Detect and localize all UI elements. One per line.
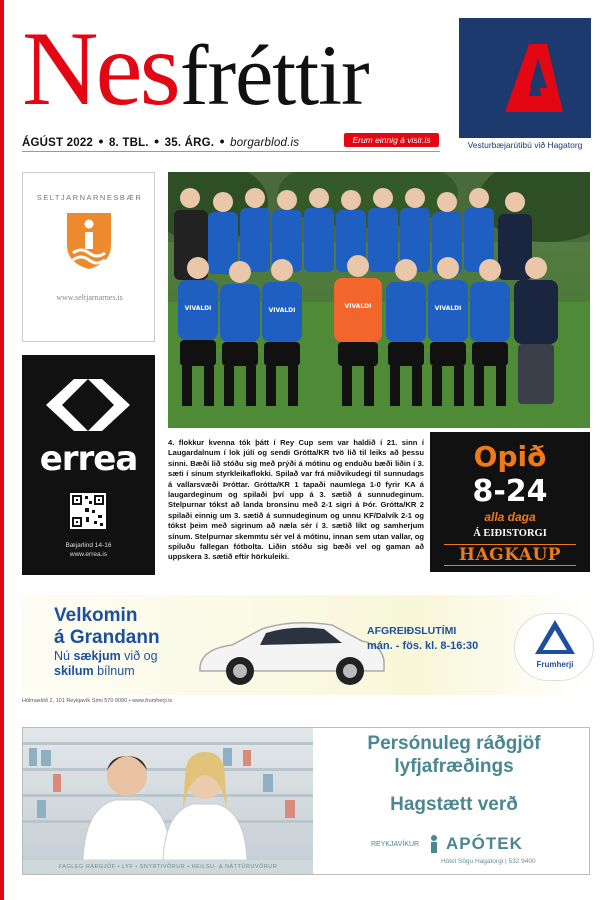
masthead-divider: [22, 151, 440, 152]
errea-brand: errea: [39, 439, 138, 479]
frumherji-subline: [54, 649, 158, 679]
hagkaup-daily: alla daga: [484, 510, 536, 524]
hagkaup-open: Opið: [473, 440, 547, 473]
frumherji-sub-post1: við og: [120, 649, 158, 663]
hagkaup-hours: 8-24: [472, 474, 548, 509]
hagkaup-brand: HAGKAUP: [444, 544, 576, 566]
edge-stripe: [0, 0, 4, 900]
errea-ad[interactable]: [22, 355, 155, 575]
errea-address-line2[interactable]: www.errea.is: [69, 551, 108, 558]
apotek-figure-icon: [426, 834, 442, 854]
bank-logo-icon: [459, 18, 591, 138]
shield-icon: [65, 211, 113, 271]
frumherji-hours-title: AFGREIÐSLUTÍMI: [367, 625, 457, 637]
bank-caption: Vesturbæjarútibú við Hagatorg: [467, 140, 583, 150]
frumherji-brand: Frumherji: [536, 660, 574, 669]
hagkaup-location: Á EIÐISTORGI: [473, 528, 547, 539]
apotek-address: Hótel Sögu Hagatorgi | 532 9400: [441, 858, 536, 865]
apotek-headline: [323, 732, 585, 778]
bank-ad[interactable]: [459, 18, 591, 138]
apotek-brand: APÓTEK: [446, 834, 523, 853]
jersey-label: VIVALDI: [344, 303, 372, 310]
team-photo: [168, 172, 590, 428]
qr-code-icon[interactable]: [70, 493, 106, 529]
masthead-title-part2: fréttir: [179, 27, 369, 123]
apotek-headline-line2: lyfjafræðings: [394, 756, 514, 777]
apotek-price-line: Hagstætt verð: [390, 794, 518, 815]
frumherji-triangle-icon: [515, 614, 595, 660]
issue-volume: 35. ÁRG.: [164, 137, 215, 149]
frumherji-ad[interactable]: [22, 595, 590, 695]
masthead-title-part1: Nes: [22, 10, 178, 127]
frumherji-headline-line2: á Grandann: [54, 627, 160, 648]
car-icon: [192, 611, 392, 691]
errea-address-line1: Bæjarlind 14-16: [65, 542, 112, 549]
website-link[interactable]: borgarblod.is: [230, 137, 300, 149]
apotek-headline-line1: Persónuleg ráðgjöf: [367, 733, 541, 754]
apotek-categories: FAGLEG RÁÐGJÖF • LYF • SNYRTIVÖRUR • HEILSU- & NÁTTÚRUVÖRUR: [23, 860, 313, 874]
frumherji-sub-bold1: sækjum: [73, 649, 121, 663]
seltjarnarnes-ad[interactable]: [22, 172, 155, 342]
team-photo-drawing: [168, 172, 590, 428]
errea-address: [22, 541, 155, 559]
frumherji-logo: [514, 613, 594, 681]
issue-number: 8. TBL.: [108, 137, 149, 149]
apotek-city: REYKJAVÍKUR: [371, 840, 420, 848]
apotek-logo: [371, 834, 523, 856]
seltjarnarnes-url[interactable]: www.seltjarnarnes.is: [56, 293, 123, 302]
seltjarnarnes-title: SELTJARNARNESBÆR: [36, 193, 143, 202]
frumherji-sub-bold2: skilum: [54, 664, 94, 678]
issue-line: ÁGÚST 2022 • 8. TBL. • 35. ÁRG. • borgarblod.is: [22, 133, 300, 149]
visir-badge[interactable]: Erum einnig á visir.is: [344, 133, 439, 147]
frumherji-headline: [54, 605, 160, 649]
jersey-label: VIVALDI: [184, 305, 212, 312]
frumherji-headline-line1: Velkomin: [54, 605, 138, 626]
apotek-ad[interactable]: [22, 727, 590, 875]
pharmacy-photo-drawing: [23, 728, 313, 860]
frumherji-sub-post2: bílnum: [93, 664, 135, 678]
masthead-title: [22, 10, 369, 127]
frumherji-address: Hólmaslóð 2, 101 Reykjavík Sími 570 9090 • www.frumherji.is: [22, 698, 173, 704]
frumherji-sub-pre: Nú: [54, 649, 74, 663]
frumherji-hours: mán. - fös. kl. 8-16:30: [367, 640, 479, 652]
article-body: 4. flokkur kvenna tók þátt í Rey Cup sem var haldið í 21. sinn í Laugardalnum í lok júlí og sendi Grótta/KR tvö lið til leiks að þessu sinni. Bæði lið stóðu sig með prýði á mótinu og enduðu bæði liðin í 3. sæti í sínum styrkleikaflokki. Spilað var frá miðvikudegi til sunnudags á vallarsvæði Þróttar. Grótta/KR 1 tapaði naumlega 1-0 fyrir KA á laugardeginum og spilaði því upp á 3. sætið á sunnudeginum. Stelpurnar tókst að landa bronsinu með 2-1 sigri á Þór. Grótta/KR 2 spilaði einnig um 3. sætið á sunnudeginum og unnu KF/Dalvík 2-1 og tókst þeim með sigrinum að næla sér í 3. sætið líkt og samherjum sínum. Stelpurnar skemmtu sér vel á mótinu, innan sem utan vallar, og spiluðu fallegan fótbolta. Liðin stóðu sig bæði vel og gaman að uppskera 3. sætið eftir hörkuleiki.: [168, 438, 424, 562]
issue-month: ÁGÚST 2022: [22, 137, 94, 149]
jersey-label: VIVALDI: [268, 307, 296, 314]
errea-logo-icon: [40, 375, 136, 435]
hagkaup-ad[interactable]: [430, 432, 590, 572]
jersey-label: VIVALDI: [434, 305, 462, 312]
pharmacy-photo: [23, 728, 313, 860]
